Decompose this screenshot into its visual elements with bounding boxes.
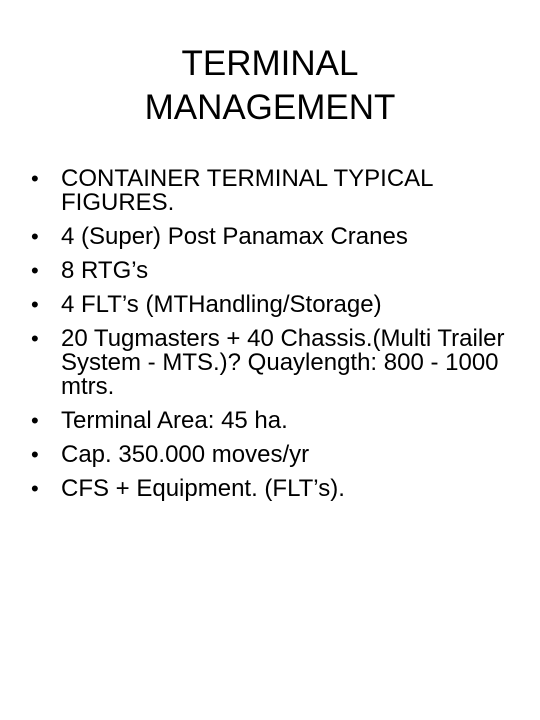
bullet-text: CONTAINER TERMINAL TYPICAL FIGURES.	[61, 165, 433, 216]
bullet-item-cfs	[31, 477, 521, 501]
bullet-item-cranes	[31, 225, 521, 249]
bullet-icon: •	[31, 408, 39, 433]
bullet-item-rtg	[31, 259, 521, 283]
bullet-item-typical-figures	[31, 167, 521, 215]
slide-title	[0, 42, 540, 130]
bullet-item-tugmasters	[31, 327, 521, 399]
bullet-icon: •	[31, 166, 39, 191]
title-line-2: MANAGEMENT	[144, 88, 396, 127]
bullet-icon: •	[31, 258, 39, 283]
bullet-list	[31, 167, 521, 511]
bullet-text: 20 Tugmasters + 40 Chassis.(Multi Trailer System - MTS.)? Quaylength: 800 - 1000 mtrs.	[61, 325, 505, 400]
bullet-text: 4 (Super) Post Panamax Cranes	[61, 223, 408, 250]
bullet-item-capacity	[31, 443, 521, 467]
bullet-text: 8 RTG’s	[61, 257, 149, 284]
bullet-icon: •	[31, 224, 39, 249]
bullet-item-flt	[31, 293, 521, 317]
bullet-text: Terminal Area: 45 ha.	[61, 407, 288, 434]
bullet-icon: •	[31, 292, 39, 317]
bullet-icon: •	[31, 326, 39, 351]
bullet-item-terminal-area	[31, 409, 521, 433]
title-line-1: TERMINAL	[181, 44, 359, 83]
bullet-text: 4 FLT’s (MTHandling/Storage)	[61, 291, 382, 318]
bullet-text: CFS + Equipment. (FLT’s).	[61, 475, 345, 502]
bullet-text: Cap. 350.000 moves/yr	[61, 441, 310, 468]
bullet-icon: •	[31, 442, 39, 467]
bullet-icon: •	[31, 476, 39, 501]
